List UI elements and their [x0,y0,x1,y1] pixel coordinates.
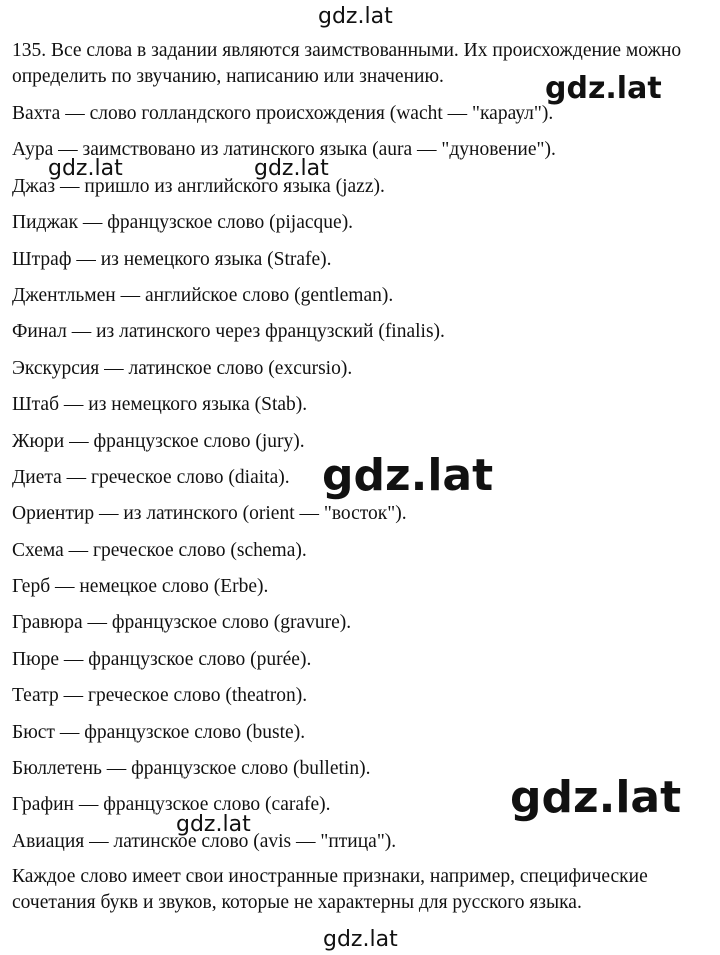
watermark: gdz.lat [323,927,398,952]
watermark: gdz.lat [254,156,329,181]
watermark: gdz.lat [318,4,393,29]
word-origin-entry: Диета — греческое слово (diaita). [12,466,290,488]
word-origin-entry: Штаб — из немецкого языка (Stab). [12,394,308,416]
watermark: gdz.lat [510,772,682,823]
word-origin-entry: Бюллетень — французское слово (bulletin). [12,758,371,780]
word-origin-entry: Джаз — пришло из английского языка (jazz). [12,175,385,197]
word-origin-entry: Пюре — французское слово (purée). [12,648,312,670]
word-origin-entry: Театр — греческое слово (theatron). [12,685,308,707]
word-origin-entry: Аура — заимствовано из латинского языка (aura — "дуновение"). [12,139,556,161]
watermark: gdz.lat [545,71,662,106]
word-origin-entry: Пиджак — французское слово (pijacque). [12,212,354,234]
word-origin-entry: Герб — немецкое слово (Erbe). [12,576,269,598]
watermark: gdz.lat [322,450,494,501]
task-conclusion: Каждое слово имеет свои иностранные признаки, например, специфические сочетания букв и звуков, которые не характерны для русского языка. [12,866,648,914]
word-origin-entry: Схема — греческое слово (schema). [12,539,307,561]
word-origin-entry: Авиация — латинское слово (avis — "птица"). [12,830,397,852]
word-origin-entry: Вахта — слово голландского происхождения (wacht — "караул"). [12,103,554,124]
word-origin-entry: Графин — французское слово (carafe). [12,794,331,816]
watermark: gdz.lat [176,812,251,837]
word-origin-entry: Гравюра — французское слово (gravure). [12,612,352,634]
word-origin-entry: Финал — из латинского через французский (finalis). [12,321,445,343]
word-origin-entry: Джентльмен — английское слово (gentleman). [12,284,394,306]
task-intro: 135. Все слова в задании являются заимствованными. Их происхождение можно определить по звучанию, написанию или значению. [12,40,682,87]
word-origin-entry: Жюри — французское слово (jury). [12,430,305,452]
watermark: gdz.lat [48,156,123,181]
word-origin-entry: Штраф — из немецкого языка (Strafe). [12,248,332,270]
word-origin-entry: Ориентир — из латинского (orient — "восток"). [12,503,407,525]
word-origin-entry: Экскурсия — латинское слово (excursio). [12,357,353,379]
word-origin-entry: Бюст — французское слово (buste). [12,721,306,743]
